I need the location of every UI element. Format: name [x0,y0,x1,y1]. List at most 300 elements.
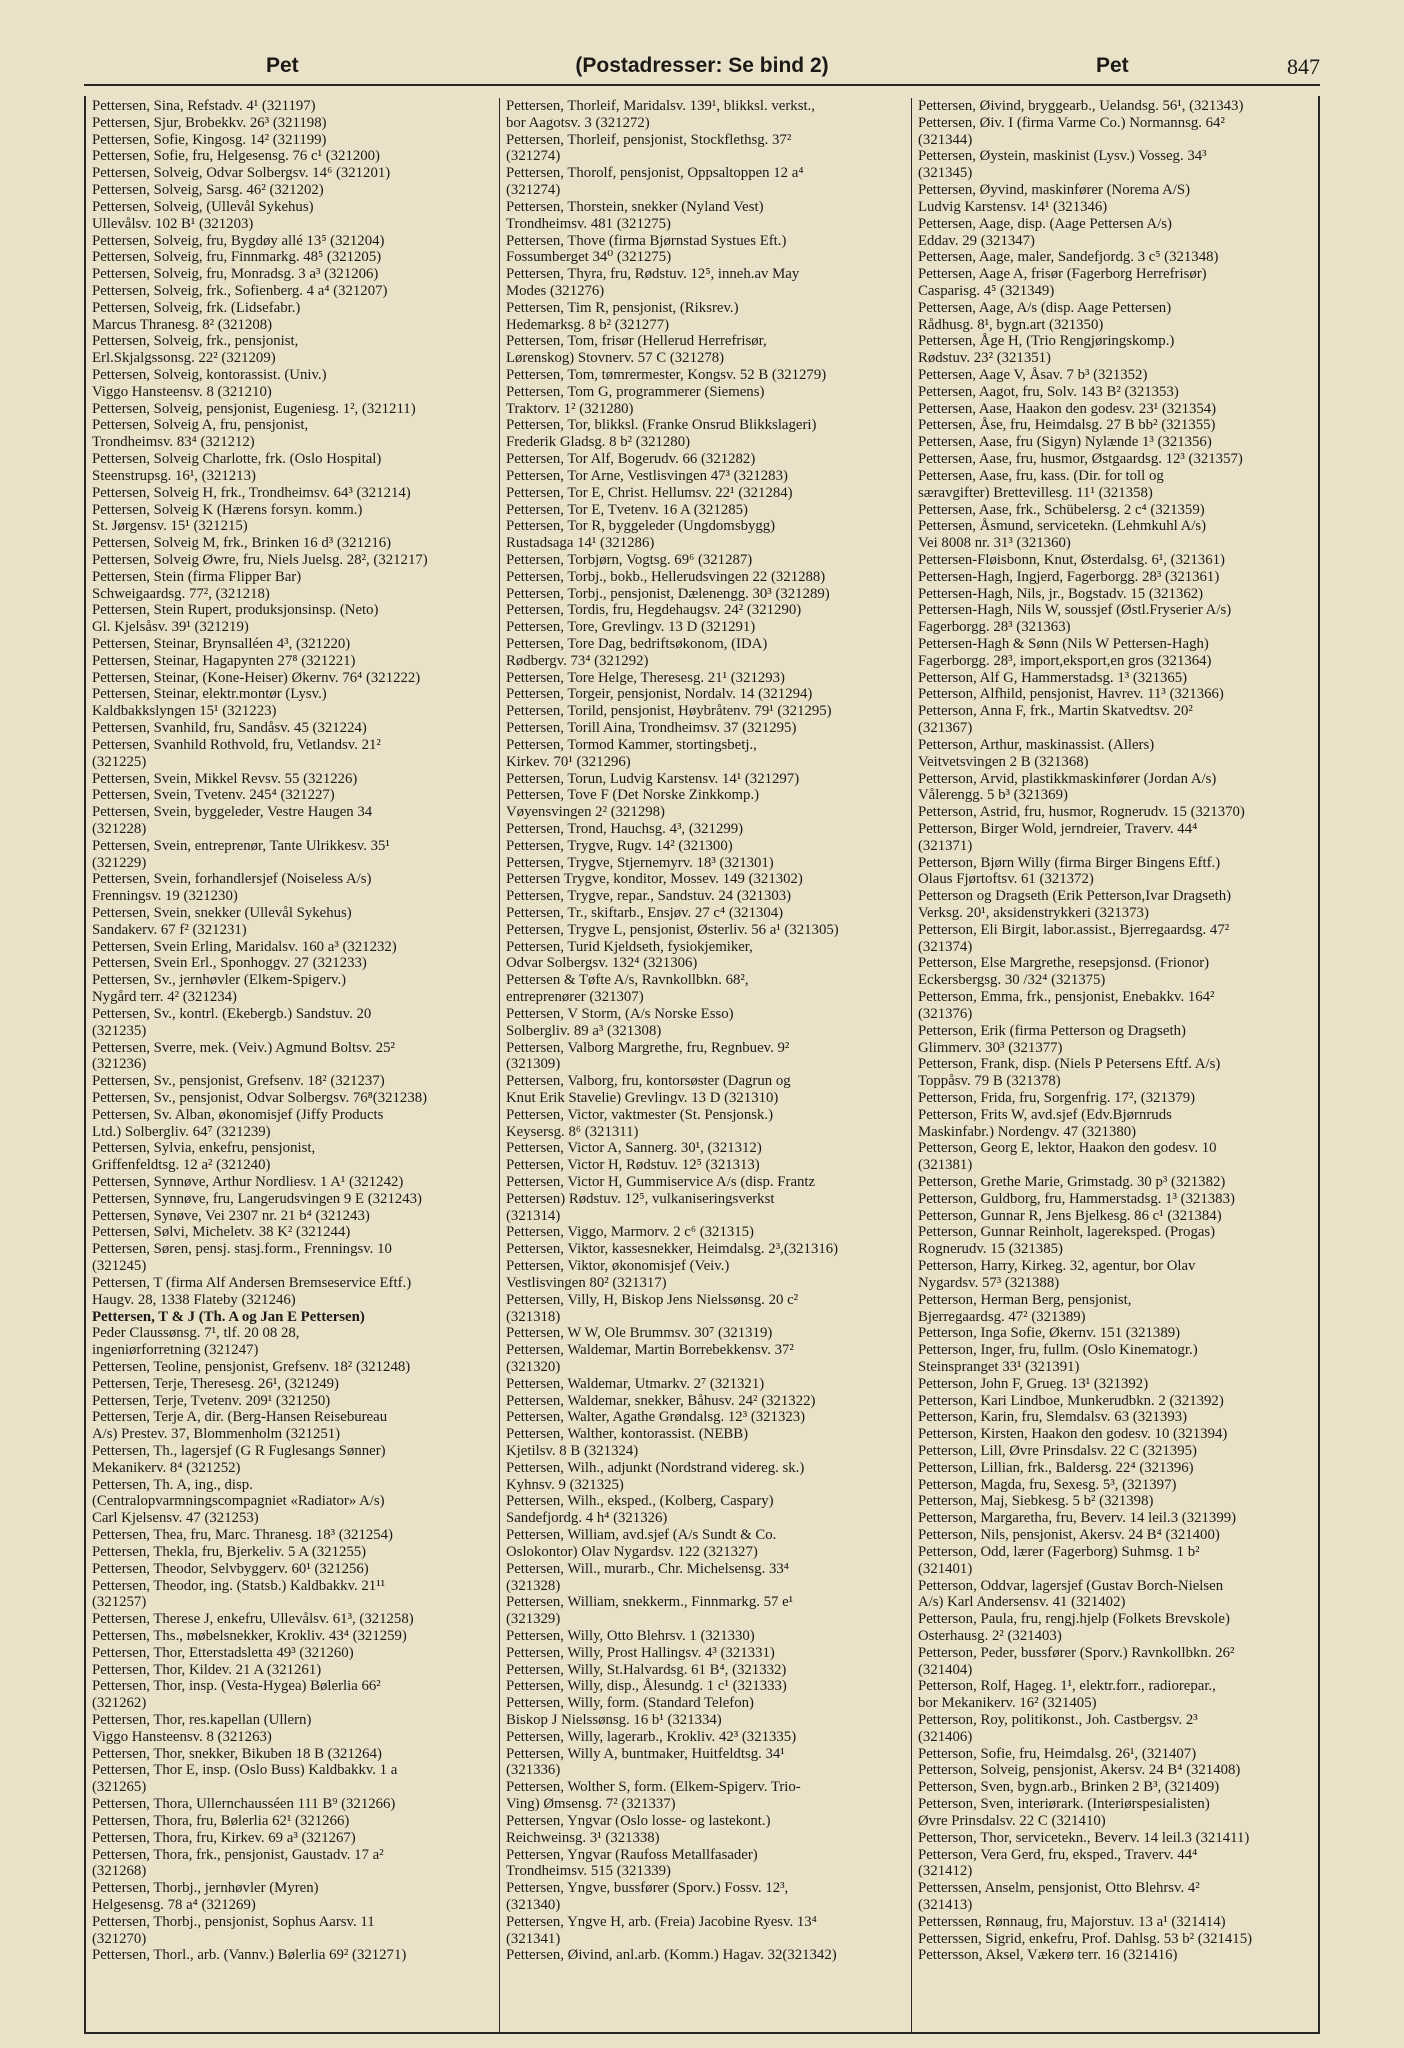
entry-line: Pettersen, Aage, maler, Sandefjordg. 3 c⁵ (321348) [918,249,1219,266]
entry-line: Pettersen, Tordis, fru, Hegdehaugsv. 24² (321290) [506,602,802,619]
entry-line: Pettersen, Yngve H, arb. (Freia) Jacobine Ryesv. 13⁴ [506,1913,817,1930]
entry-line: Pettersen, Wilh., adjunkt (Nordstrand videreg. sk.) [506,1459,805,1476]
entry-line: Petterson, Arvid, plastikkmaskinfører (Jordan A/s) [918,770,1217,787]
entry-line: Ving) Ømsensg. 7² (321337) [506,1796,676,1813]
entry-line: Pettersen, Solveig, frk. (Lidsefabr.) [92,299,301,316]
entry-line: Pettersen, Terje, Theresesg. 26¹, (321249) [92,1375,339,1392]
entry-line: Pettersen, Solveig H, frk., Trondheimsv. 64³ (321214) [92,484,411,501]
entry-line: Steenstrupsg. 16¹, (321213) [92,467,256,484]
entry-line: Modes (321276) [506,282,605,299]
entry-line: Pettersen, Steinar, Brynsalléen 4³, (321220) [92,636,351,652]
entry-line: Pettersen, Aagot, fru, Solv. 143 B² (321353) [918,383,1179,400]
entry-line: Pettersen, Svein Erl., Sponhoggv. 27 (321233) [92,955,367,972]
entry-line: Petterson, Nils, pensjonist, Akersv. 24 B⁴ (321400) [918,1527,1220,1544]
entry-line: Pettersen, Solveig, fru, Bygdøy allé 13⁵ (321204) [92,232,385,249]
entry-line: Pettersen-Hagh & Sønn (Nils W Pettersen-Hagh) [918,636,1209,652]
entry-line: Petterssen, Anselm, pensjonist, Otto Blehrsv. 4² [918,1880,1200,1897]
entry-line: Pettersen, Thorleif, Maridalsv. 139¹, blikksl. verkst., [506,98,815,114]
entry-line: Pettersen, Solveig, fru, Monradsg. 3 a³ (321206) [92,266,379,283]
entry-line: Pettersen, Solveig, fru, Finnmarkg. 48⁵ (321205) [92,249,382,266]
entry-line: Pettersen, Terje, Tvetenv. 209¹ (321250) [92,1392,331,1409]
entry-line: Schweigaardsg. 77², (321218) [92,585,270,602]
entry-line: Pettersen, Solveig, Sarsg. 46² (321202) [92,182,324,199]
entry-line: Pettersen, Tore, Grevlingv. 13 D (321291) [506,619,756,636]
entry-line: Pettersen, Ths., møbelsnekker, Krokliv. 43⁴ (321259) [92,1627,407,1644]
entry-line: Pettersen, Sverre, mek. (Veiv.) Agmund Boltsv. 25² [92,1039,395,1056]
entry-line: (321328) [506,1577,561,1594]
entry-line: Petterson, Herman Berg, pensjonist, [918,1291,1132,1308]
entry-line: Pettersen, Svein, byggeleder, Vestre Haugen 34 [92,804,373,821]
entry-line: (321401) [918,1560,973,1577]
entry-line: Pettersen, Thor, Etterstadsletta 49³ (321260) [92,1644,354,1661]
entry-line: Olaus Fjørtoftsv. 61 (321372) [918,871,1094,888]
entry-line: Keysersg. 8⁶ (321311) [506,1123,639,1140]
entry-line: Pettersen, Turid Kjeldseth, fysiokjemiker, [506,938,753,955]
entry-line: Pettersen, Aase, frk., Schübelersg. 2 c⁴ (321359) [918,501,1205,518]
entry-line: Pettersen, Thor, res.kapellan (Ullern) [92,1712,312,1728]
entry-line: Pettersen, Thora, fru, Bølerlia 62¹ (321266) [92,1812,350,1829]
entry-line: (321344) [918,131,973,148]
entry-line: Pettersen, V Storm, (A/s Norske Esso) [506,1005,734,1022]
entry-line: Petterson, Alfhild, pensjonist, Havrev. 11³ (321366) [918,686,1224,703]
entry-line: (321367) [918,720,973,737]
entry-line: Pettersen, Tor, blikksl. (Franke Onsrud Blikkslageri) [506,417,817,434]
entry-line: Pettersen, Thove (firma Bjørnstad Systues Eft.) [506,232,787,249]
entry-line: Pettersen, Sv. Alban, økonomisjef (Jiffy Products [92,1106,384,1123]
entry-line: Pettersen, Solveig M, frk., Brinken 16 d³ (321216) [92,535,392,552]
entry-line: Eckersbergsg. 30 /32⁴ (321375) [918,972,1106,989]
entry-line: Pettersen, Valborg Margrethe, fru, Regnbuev. 9² [506,1039,790,1056]
entry-line: (321340) [506,1896,561,1913]
entry-line: Pettersen, Thorleif, pensjonist, Stockflethsg. 37² [506,131,792,148]
entry-line: Rådhusg. 8¹, bygn.art (321350) [918,316,1104,333]
entry-line: (321270) [92,1930,147,1947]
entry-line: Pettersen, Tormod Kammer, stortingsbetj., [506,736,757,753]
entry-line: Pettersen, Theodor, ing. (Statsb.) Kaldbakkv. 21¹¹ [92,1577,386,1594]
entry-line: Viggo Hansteensv. 8 (321263) [92,1728,272,1745]
entry-line: Veitvetsvingen 2 B (321368) [918,753,1089,770]
entry-line: Petterson, Rolf, Hageg. 1¹, elektr.forr., radiorepar., [918,1678,1216,1695]
entry-line: (321265) [92,1779,147,1796]
entry-line: Petterson, Thor, servicetekn., Beverv. 14 leil.3 (321411) [918,1829,1250,1846]
entry-line: Pettersen, Wilh., eksped., (Kolberg, Caspary) [506,1493,774,1510]
entry-line: Pettersen, Thorolf, pensjonist, Oppsaltoppen 12 a⁴ [506,165,804,182]
entry-line: Vålerengg. 5 b³ (321369) [918,787,1068,804]
entry-line: Petterson, Harry, Kirkeg. 32, agentur, bor Olav [918,1258,1196,1275]
entry-line: (321345) [918,165,973,182]
entry-line: Pettersen, Svein, Tvetenv. 245⁴ (321227) [92,787,335,804]
entry-line: Pettersen, W W, Ole Brummsv. 30⁷ (321319) [506,1325,773,1342]
entry-line: Glimmerv. 30³ (321377) [918,1039,1063,1056]
entry-line: Pettersen, Solveig Øwre, fru, Niels Juelsg. 28², (321217) [92,551,428,568]
entry-line: Petterson, Else Margrethe, resepsjonsd. (Frionor) [918,955,1210,972]
entry-line: Petterson, Sofie, fru, Heimdalsg. 26¹, (321407) [918,1745,1197,1762]
entry-line: Pettersen, Therese J, enkefru, Ullevålsv. 61³, (321258) [92,1611,414,1628]
entry-line: Pettersen, Svein, forhandlersjef (Noiseless A/s) [92,871,372,888]
entry-line: Vøyensvingen 2² (321298) [506,804,665,821]
header-right-keyword: Pet [1096,54,1129,77]
entry-line: Pettersen, Victor, vaktmester (St. Pensjonsk.) [506,1106,774,1123]
column-3-list [918,98,1313,1964]
entry-line: Pettersen, Sv., jernhøvler (Elkem-Spigerv.) [92,972,347,989]
entry-line: Pettersen, Svein, Mikkel Revsv. 55 (321226) [92,770,358,787]
entry-line: Pettersen, Waldemar, Utmarkv. 2⁷ (321321) [506,1375,765,1392]
entry-line: (321245) [92,1258,147,1275]
entry-line: Pettersen, Tim R, pensjonist, (Riksrev.) [506,299,739,316]
entry-line: Pettersen, Aase, Haakon den godesv. 23¹ (321354) [918,400,1217,417]
entry-line: (321268) [92,1863,147,1880]
entry-line: Sandakerv. 67 f² (321231) [92,921,247,938]
entry-line: særavgifter) Brettevillesg. 11¹ (321358) [918,484,1153,501]
entry-line: Pettersen, Torgeir, pensjonist, Nordalv. 14 (321294) [506,686,813,703]
entry-line: Pettersen, Aase, fru, kass. (Dir. for toll og [918,467,1164,484]
entry-line: Pettersen, Solveig, Odvar Solbergsv. 14⁶ (321201) [92,165,391,182]
entry-line: Toppåsv. 79 B (321378) [918,1073,1061,1090]
entry-line: Pettersen, Tor E, Tvetenv. 16 A (321285) [506,501,748,518]
entry-line: Pettersen, Stein (firma Flipper Bar) [92,568,302,585]
entry-line: Pettersen, Tom, frisør (Hellerud Herrefrisør, [506,333,767,350]
entry-line: Petterson, Lill, Øvre Prinsdalsv. 22 C (321395) [918,1443,1197,1459]
entry-line: Kirkev. 70¹ (321296) [506,753,631,770]
entry-line: Pettersen, Sjur, Brobekkv. 26³ (321198) [92,114,327,131]
entry-line: Pettersen, Victor A, Sannerg. 30¹, (321312) [506,1140,762,1157]
entry-line: Rødbergv. 73⁴ (321292) [506,652,649,669]
entry-line: Viggo Hansteensv. 8 (321210) [92,383,272,400]
entry-line: Pettersen, Solveig A, fru, pensjonist, [92,417,309,434]
entry-line: Pettersen, Valborg, fru, kontorsøster (Dagrun og [506,1073,791,1090]
entry-line: Pettersen, Waldemar, snekker, Båhusv. 24² (321322) [506,1392,816,1409]
entry-line: (321336) [506,1762,561,1779]
entry-line: (Centralopvarmningscompagniet «Radiator» A/s) [92,1493,385,1510]
entry-line: Pettersen, Øystein, maskinist (Lysv.) Vosseg. 34³ [918,148,1207,165]
entry-line: Pettersen, Thor, Kildev. 21 A (321261) [92,1661,322,1678]
entry-line: Pettersen, Tore Helge, Theresesg. 21¹ (321293) [506,669,785,686]
entry-line: Pettersen, Søren, pensj. stasj.form., Frenningsv. 10 [92,1241,392,1258]
entry-line: Petterson, Emma, frk., pensjonist, Enebakkv. 164² [918,989,1215,1006]
entry-line: Pettersen, Torbj., pensjonist, Dælenengg. 30³ (321289) [506,585,830,602]
entry-line: Pettersen-Hagh, Nils W, soussjef (Østl.Fryserier A/s) [918,602,1232,619]
entry-line: Trondheimsv. 83⁴ (321212) [92,434,255,451]
entry-line: Petterson, Sven, interiørark. (Interiørspesialisten) [918,1796,1210,1813]
entry-line: Solbergliv. 89 a³ (321308) [506,1022,662,1039]
entry-line: Lørenskog) Stovnerv. 57 C (321278) [506,350,725,367]
entry-line: Pettersen, Svein, entreprenør, Tante Ulrikkesv. 35¹ [92,837,390,854]
entry-line: Petterson, Sven, bygn.arb., Brinken 2 B³, (321409) [918,1779,1220,1796]
entry-line: Pettersen, Steinar, Hagapynten 27⁸ (321221) [92,652,356,669]
entry-line: Pettersen, Sølvi, Micheletv. 38 K² (321244) [92,1224,351,1241]
entry-line: Pettersen, Willy A, buntmaker, Huitfeldtsg. 34¹ [506,1745,785,1762]
entry-line: Petterson, Magda, fru, Sexesg. 5³, (321397) [918,1476,1177,1493]
column-divider-2 [911,98,912,2032]
entry-line: Fagerborgg. 28³, import,eksport,en gros (321364) [918,652,1212,669]
entry-line: Pettersen, Sofie, Kingosg. 14² (321199) [92,131,327,148]
entry-line: Pettersen, Th., lagersjef (G R Fuglesangs Sønner) [92,1443,386,1459]
entry-line: Pettersen, Åsmund, servicetekn. (Lehmkuhl A/s) [918,518,1207,535]
entry-line: Pettersen, Tr., skiftarb., Ensjøv. 27 c⁴ (321304) [506,905,784,921]
entry-line: Pettersen, Svanhild, fru, Sandåsv. 45 (321224) [92,720,367,737]
entry-line: Pettersen, Wolther S, form. (Elkem-Spigerv. Trio- [506,1779,801,1796]
entry-line: (321235) [92,1022,147,1039]
entry-line: Nygård terr. 4² (321234) [92,989,237,1006]
entry-line: Pettersen, Tore Dag, bedriftsøkonom, (IDA) [506,636,768,652]
entry-line: (321225) [92,753,147,770]
entry-line: St. Jørgensv. 15¹ (321215) [92,518,248,535]
entry-line: Pettersen, T (firma Alf Andersen Bremseservice Eftf.) [92,1274,412,1291]
entry-line: Petterson, Frida, fru, Sorgenfrig. 17², (321379) [918,1089,1196,1106]
entry-line: (321412) [918,1863,973,1880]
entry-line: Pettersen-Hagh, Nils, jr., Bogstadv. 15 (321362) [918,585,1204,602]
entry-line: Pettersen, Sylvia, enkefru, pensjonist, [92,1140,316,1157]
entry-line: Petterson, Maj, Siebkesg. 5 b² (321398) [918,1493,1154,1510]
page-number: 847 [1287,54,1320,79]
entry-line: (321371) [918,837,973,854]
entry-line: Casparisg. 4⁵ (321349) [918,282,1055,299]
entry-line: Pettersen, Yngve, bussfører (Sporv.) Fossv. 12³, [506,1880,789,1897]
entry-line: Knut Erik Stavelie) Grevlingv. 13 D (321310) [506,1089,779,1106]
entry-line: Pettersen, Synøve, Vei 2307 nr. 21 b⁴ (321243) [92,1207,370,1224]
entry-line: Erl.Skjalgssonsg. 22² (321209) [92,350,276,367]
entry-line: Pettersen, Synnøve, fru, Langerudsvingen 9 E (321243) [92,1190,422,1207]
entry-line: (321274) [506,148,561,165]
entry-line: Pettersen, Willy, St.Halvardsg. 61 B⁴, (321332) [506,1661,787,1678]
entry-line: Pettersen, Øivind, anl.arb. (Komm.) Hagav. 32(321342) [506,1947,837,1964]
entry-line: Pettersen, Trygve L, pensjonist, Østerliv. 56 a¹ (321305) [506,921,839,938]
entry-line: Pettersen, Tom, tømrermester, Kongsv. 52 B (321279) [506,367,827,383]
entry-line: (321318) [506,1308,561,1325]
entry-line: Pettersen, Svein Erling, Maridalsv. 160 a³ (321232) [92,938,397,955]
entry-line: Pettersen, Øivind, bryggearb., Uelandsg. 56¹, (321343) [918,98,1244,114]
entry-line: Petterson, Paula, fru, rengj.hjelp (Folkets Brevskole) [918,1611,1230,1628]
entry-line: Pettersen, Aage, A/s (disp. Aage Pettersen) [918,299,1172,316]
entry-line: Trondheimsv. 515 (321339) [506,1863,671,1880]
entry-line: Vei 8008 nr. 31³ (321360) [918,535,1071,552]
entry-line: (321228) [92,820,147,837]
entry-line: Pettersen, Aage V, Åsav. 7 b³ (321352) [918,367,1148,383]
entry-line: Pettersen-Fløisbonn, Knut, Østerdalsg. 6¹, (321361) [918,551,1225,568]
entry-line: Petterson, Peder, bussfører (Sporv.) Ravnkollbkn. 26² [918,1644,1235,1661]
entry-line: Pettersen, Sv., pensjonist, Grefsenv. 18² (321237) [92,1073,385,1090]
entry-line: Pettersen, Yngvar (Raufoss Metallfasader) [506,1846,758,1863]
entry-line: Pettersen, Aase, fru, husmor, Østgaardsg. 12³ (321357) [918,451,1243,468]
entry-line: bor Mekanikerv. 16² (321405) [918,1695,1097,1712]
entry-line: Ullevålsv. 102 B¹ (321203) [92,215,254,232]
entry-line: Petterson, Birger Wold, jerndreier, Traverv. 44⁴ [918,820,1198,837]
entry-line: Pettersen, Solveig, pensjonist, Eugeniesg. 1², (321211) [92,400,416,417]
entry-line: Maskinfabr.) Nordengv. 47 (321380) [918,1123,1137,1140]
entry-line: entreprenører (321307) [506,989,644,1006]
entry-line: (321341) [506,1930,561,1947]
column-2 [501,98,910,2032]
entry-line: Pettersen, Solveig, (Ullevål Sykehus) [92,198,314,215]
entry-line: Eddav. 29 (321347) [918,232,1035,249]
entry-line: Ludvig Karstensv. 14¹ (321346) [918,198,1108,215]
entry-line: Pettersen, Synnøve, Arthur Nordliesv. 1 A¹ (321242) [92,1174,404,1190]
entry-line: Pettersen, Victor H, Gummiservice A/s (disp. Frantz [506,1174,816,1190]
entry-line: ingeniørforretning (321247) [92,1342,259,1359]
entry-line: Pettersen, Øyvind, maskinfører (Norema A/S) [918,182,1191,199]
entry-line: Pettersen, T & J (Th. A og Jan E Pettersen) [92,1308,365,1325]
column-2-list [506,98,905,1964]
entry-line: Ltd.) Solbergliv. 64⁷ (321239) [92,1123,271,1140]
entry-line: Pettersen, Walther, kontorassist. (NEBB) [506,1426,749,1443]
entry-line: Pettersen, Stein Rupert, produksjonsinsp. (Neto) [92,602,379,619]
entry-line: Pettersen, Th. A, ing., disp. [92,1476,253,1493]
entry-line: Pettersen, Thora, frk., pensjonist, Gaustadv. 17 a² [92,1846,384,1863]
entry-line: Traktorv. 1² (321280) [506,400,634,417]
entry-line: Vestlisvingen 80² (321317) [506,1274,667,1291]
entry-line: Petterson, Guldborg, fru, Hammerstadsg. 1³ (321383) [918,1190,1235,1207]
entry-line: Pettersen, Viggo, Marmorv. 2 c⁶ (321315) [506,1224,754,1241]
entry-line: Pettersen, Thora, fru, Kirkev. 69 a³ (321267) [92,1829,356,1846]
entry-line: (321236) [92,1056,147,1073]
entry-line: Pettersen, Thor E, insp. (Oslo Buss) Kaldbakkv. 1 a [92,1762,398,1779]
entry-line: Pettersen, Villy, H, Biskop Jens Nielssønsg. 20 c² [506,1291,799,1308]
entry-line: Pettersen, Trygve, Stjernemyrv. 18³ (321301) [506,854,774,871]
entry-line: Trondheimsv. 481 (321275) [506,215,671,232]
entry-line: Pettersen, Willy, disp., Ålesundg. 1 c¹ (321333) [506,1678,787,1695]
entry-line: Carl Kjelsensv. 47 (321253) [92,1510,259,1527]
column-1-list [92,98,493,1964]
entry-line: Pettersen, Aase, fru (Sigyn) Nylænde 1³ (321356) [918,434,1212,451]
entry-line: Odvar Solbergsv. 132⁴ (321306) [506,955,698,972]
entry-line: Pettersen, Terje A, dir. (Berg-Hansen Reisebureau [92,1409,388,1426]
entry-line: Pettersen Trygve, konditor, Mossev. 149 (321302) [506,871,803,888]
entry-line: Frenningsv. 19 (321230) [92,888,238,905]
column-divider-1 [499,98,500,2032]
entry-line: Pettersen & Tøfte A/s, Ravnkollbkn. 68², [506,972,749,989]
entry-line: (321404) [918,1661,973,1678]
entry-line: Pettersen, Thea, fru, Marc. Thranesg. 18³ (321254) [92,1527,393,1544]
entry-line: (321309) [506,1056,561,1073]
entry-line: Petterson, Arthur, maskinassist. (Allers) [918,736,1155,753]
entry-line: Petterson, Gunnar Reinholt, lagereksped. (Progas) [918,1224,1216,1241]
column-1 [87,98,498,2032]
entry-line: (321257) [92,1594,147,1611]
entry-line: Peder Claussønsg. 7¹, tlf. 20 08 28, [92,1325,300,1342]
column-3 [913,98,1318,2032]
entry-line: Pettersen, Waldemar, Martin Borrebekkensv. 37² [506,1342,794,1359]
entry-line: (321320) [506,1358,561,1375]
entry-line: Pettersen, Thorbj., pensjonist, Sophus Aarsv. 11 [92,1913,375,1930]
entry-line: Kjetilsv. 8 B (321324) [506,1443,639,1459]
entry-line: Pettersen, Teoline, pensjonist, Grefsenv. 18² (321248) [92,1358,411,1375]
entry-line: Pettersen, Tor R, byggeleder (Ungdomsbygg) [506,518,776,535]
entry-line: Pettersen, Thora, Ullernchausséen 111 B⁹ (321266) [92,1796,396,1813]
entry-line: Pettersen, Tove F (Det Norske Zinkkomp.) [506,787,760,804]
entry-line: Pettersen, Torill Aina, Trondheimsv. 37 (321295) [506,720,797,737]
entry-line: Kaldbakkslyngen 15¹ (321223) [92,703,277,720]
entry-line: (321229) [92,854,147,871]
entry-line: Petterson, Astrid, fru, husmor, Rognerudv. 15 (321370) [918,804,1245,821]
entry-line: Petterson, Oddvar, lagersjef (Gustav Borch-Nielsen [918,1577,1224,1594]
entry-line: Pettersen, Tom G, programmerer (Siemens) [506,383,765,400]
entry-line: Pettersen, Thorbj., jernhøvler (Myren) [92,1880,319,1897]
entry-line: Petterson, Eli Birgit, labor.assist., Bjerregaardsg. 47² [918,921,1230,938]
entry-line: Pettersen, Willy, lagerarb., Krokliv. 42³ (321335) [506,1728,797,1745]
entry-line: Petterson, Odd, lærer (Fagerborg) Suhmsg. 1 b² [918,1543,1200,1560]
entry-line: Pettersen, William, avd.sjef (A/s Sundt & Co. [506,1527,777,1544]
entry-line: Pettersen, Solveig Charlotte, frk. (Oslo Hospital) [92,451,382,468]
entry-line: Pettersen, Steinar, (Kone-Heiser) Økernv. 76⁴ (321222) [92,669,421,686]
entry-line: Pettersen, Will., murarb., Chr. Michelsensg. 33⁴ [506,1560,789,1577]
entry-line: Pettersen, Sv., pensjonist, Odvar Solbergsv. 76⁸(321238) [92,1089,428,1106]
entry-line: Pettersen, Thekla, fru, Bjerkeliv. 5 A (321255) [92,1543,367,1560]
entry-line: Pettersen, Willy, Otto Blehrsv. 1 (321330) [506,1627,755,1644]
entry-line: Pettersen, Torun, Ludvig Karstensv. 14¹ (321297) [506,770,800,787]
entry-line: A/s) Prestev. 37, Blommenholm (321251) [92,1426,341,1443]
entry-line: Rødstuv. 23² (321351) [918,350,1051,367]
entry-line: Pettersen, Trond, Hauchsg. 4³, (321299) [506,820,744,837]
entry-line: Petterssen, Sigrid, enkefru, Prof. Dahlsg. 53 b² (321415) [918,1930,1253,1947]
entry-line: A/s) Karl Andersensv. 41 (321402) [918,1594,1126,1611]
entry-line: Pettersen, Thorstein, snekker (Nyland Vest) [506,198,764,215]
entry-line: Petterson, Inga Sofie, Økernv. 151 (321389) [918,1325,1181,1342]
entry-line: Pettersen, Trygve, Rugv. 14² (321300) [506,837,733,854]
entry-line: Pettersen, Aage A, frisør (Fagerborg Herrefrisør) [918,266,1207,283]
entry-line: Petterson, Solveig, pensjonist, Akersv. 24 B⁴ (321408) [918,1762,1241,1779]
entry-line: Petterson, Inger, fru, fullm. (Oslo Kinematogr.) [918,1342,1198,1359]
entry-line: (321413) [918,1896,973,1913]
entry-line: Marcus Thranesg. 8² (321208) [92,316,273,333]
entry-line: Frederik Gladsg. 8 b² (321280) [506,434,691,451]
entry-line: Petterson, Anna F, frk., Martin Skatvedtsv. 20² [918,703,1193,720]
entry-line: Steinspranget 33¹ (321391) [918,1358,1080,1375]
entry-line: Petterson, Frits W, avd.sjef (Edv.Bjørnruds [918,1106,1172,1123]
entry-line: Rustadsaga 14¹ (321286) [506,535,655,552]
entry-line: Sandefjordg. 4 h⁴ (321326) [506,1510,668,1527]
entry-line: Pettersen, Thor, insp. (Vesta-Hygea) Bølerlia 66² [92,1678,381,1695]
entry-line: Petterson, Frank, disp. (Niels P Petersens Eftf. A/s) [918,1056,1221,1073]
entry-line: bor Aagotsv. 3 (321272) [506,114,650,131]
header-rule [84,84,1320,86]
entry-line: Petterson, Alf G, Hammerstadsg. 1³ (321365) [918,669,1188,686]
entry-line: Pettersen, Sofie, fru, Helgesensg. 76 c¹ (321200) [92,148,380,165]
entry-line: Kyhnsv. 9 (321325) [506,1476,624,1493]
entry-line: Petterson, Roy, politikonst., Joh. Castbergsv. 2³ [918,1712,1198,1728]
entry-line: Petterson, Karin, fru, Slemdalsv. 63 (321393) [918,1409,1188,1426]
entry-line: Pettersen, Viktor, økonomisjef (Veiv.) [506,1258,730,1275]
entry-line: Bjerregaardsg. 47² (321389) [918,1308,1086,1325]
entry-line: (321374) [918,938,973,955]
entry-line: Fossumberget 34⁰ (321275) [506,249,672,266]
entry-line: Pettersen, Tor Alf, Bogerudv. 66 (321282) [506,451,756,468]
entry-line: Pettersen, Viktor, kassesnekker, Heimdalsg. 2³,(321316) [506,1241,839,1258]
entry-line: Petterson, Grethe Marie, Grimstadg. 30 p³ (321382) [918,1174,1226,1190]
entry-line: Pettersen, Åge H, (Trio Rengjøringskomp.) [918,333,1175,350]
entry-line: Petterson, John F, Grueg. 13¹ (321392) [918,1375,1149,1392]
entry-line: Pettersen, Svein, snekker (Ullevål Sykehus) [92,905,352,921]
entry-line: Petterson, Georg E, lektor, Haakon den godesv. 10 [918,1140,1217,1157]
entry-line: Oslokontor) Olav Nygardsv. 122 (321327) [506,1543,758,1560]
entry-line: Pettersen, Walter, Agathe Grøndalsg. 12³ (321323) [506,1409,806,1426]
header-left-keyword: Pet [266,54,299,77]
entry-line: Petterson, Vera Gerd, fru, eksped., Traverv. 44⁴ [918,1846,1198,1863]
entry-line: Petterson og Dragseth (Erik Petterson,Ivar Dragseth) [918,888,1232,905]
entry-line: Pettersen, Thorl., arb. (Vannv.) Bølerlia 69² (321271) [92,1947,407,1964]
entry-line: (321314) [506,1207,561,1224]
entry-line: Petterssen, Rønnaug, fru, Majorstuv. 13 a¹ (321414) [918,1913,1226,1930]
entry-line: Pettersen, Torbj., bokb., Hellerudsvingen 22 (321288) [506,568,826,585]
entry-line: (321406) [918,1728,973,1745]
entry-line: Verksg. 20¹, aksidenstrykkeri (321373) [918,905,1149,921]
entry-line: Øvre Prinsdalsv. 22 C (321410) [918,1812,1106,1829]
entry-line: Pettersen, Solveig, kontorassist. (Univ.) [92,367,327,383]
entry-line: Petterson, Erik (firma Petterson og Dragseth) [918,1022,1186,1039]
entry-line: Pettersen, Theodor, Selvbyggerv. 60¹ (321256) [92,1560,369,1577]
header-center-title: (Postadresser: Se bind 2) [575,54,829,77]
entry-line: Pettersen, Solveig K (Hærens forsyn. komm.) [92,501,363,518]
entry-line: Reichweinsg. 3¹ (321338) [506,1829,660,1846]
